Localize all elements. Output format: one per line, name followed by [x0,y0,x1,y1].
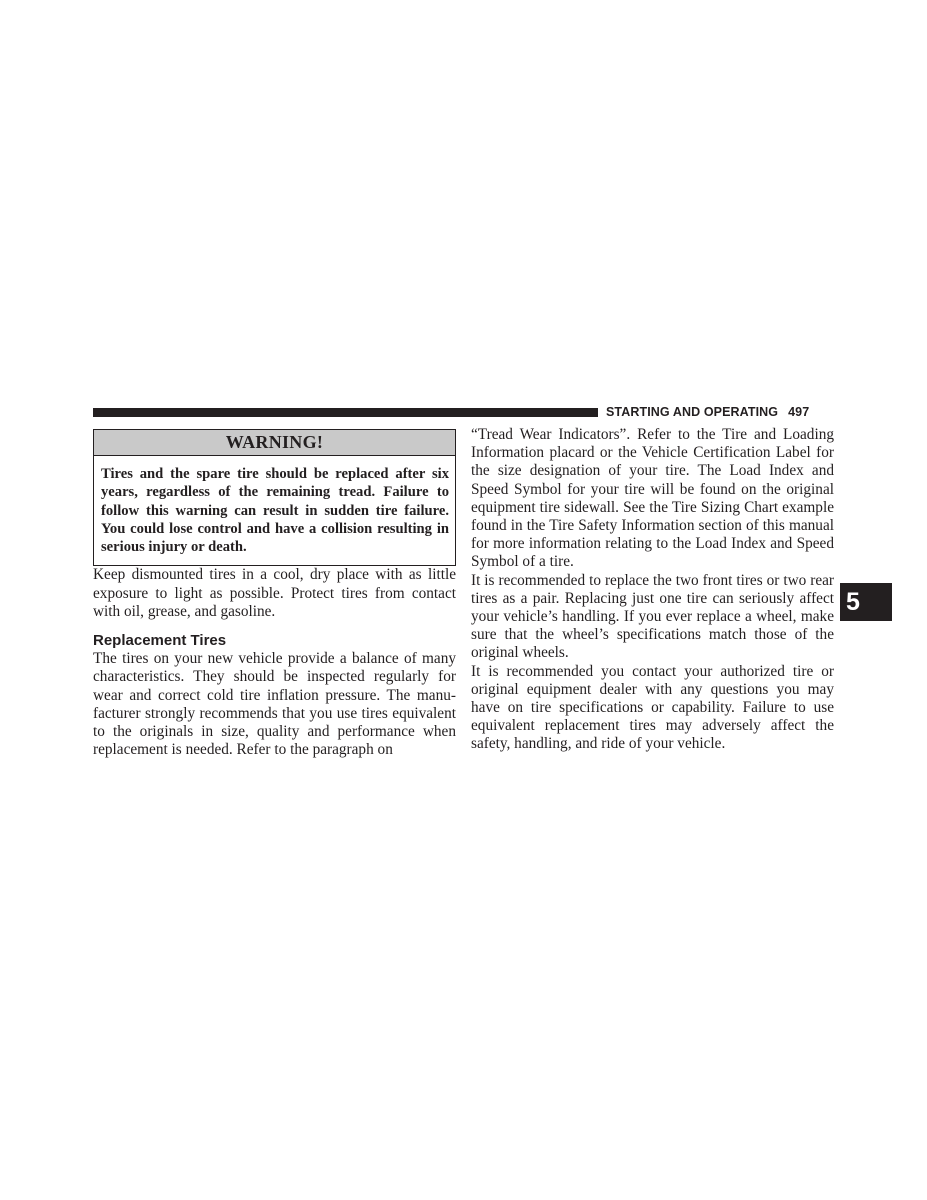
storage-paragraph: Keep dismounted tires in a cool, dry place with as little exposure to light as possible. Protect tires from contact with oil, grease, and gasoline. [93,566,456,620]
warning-text: Tires and the spare tire should be replaced after six years, regardless of the remaining tread. Failure to follow this warning can result in sudden tire failure. You could lose control and have a collision resulting in serious injury or death. [101,466,449,556]
section-heading: Replacement Tires [93,632,227,650]
left-column [93,429,456,759]
right-column [471,426,834,754]
header-rule [93,408,598,417]
warning-box [93,429,456,566]
chapter-tab: 5 [840,583,892,621]
tread-wear-paragraph: “Tread Wear Indicators”. Refer to the Tire and Loading Information placard or the Vehicle Certification Label for the size designation of your tire. The Load Index and Speed Symbol for your tire will be found on the original equipment tire sidewall. See the Tire Sizing Chart example found in the Tire Safety Information section of this manual for more information relating to the Load Index and Speed Symbol of a tire. [471,426,834,571]
page-number: 497 [788,405,810,419]
replacement-paragraph: The tires on your new vehicle provide a balance of many characteristics. They should be inspected regularly for wear and correct cold tire inflation pressure. The manufacturer strongly recommends that you use tires equivalent to the originals in size, quality and performance when replacement is needed. Refer to the paragraph on [93,650,456,759]
warning-title: WARNING! [94,430,455,456]
running-header [606,405,836,419]
dealer-paragraph: It is recommended you contact your authorized tire or original equipment dealer with any questions you may have on tire specifications or capability. Failure to use equivalent replacement tires may adversely affect the safety, handling, and ride of your vehicle. [471,662,834,753]
section-title: STARTING AND OPERATING [606,405,779,419]
pair-replacement-paragraph: It is recommended to replace the two front tires or two rear tires as a pair. Replacing just one tire can seriously affect your vehicle’s handling. If you ever replace a wheel, make sure that the wheel’s specifications match those of the original wheels. [471,571,834,662]
